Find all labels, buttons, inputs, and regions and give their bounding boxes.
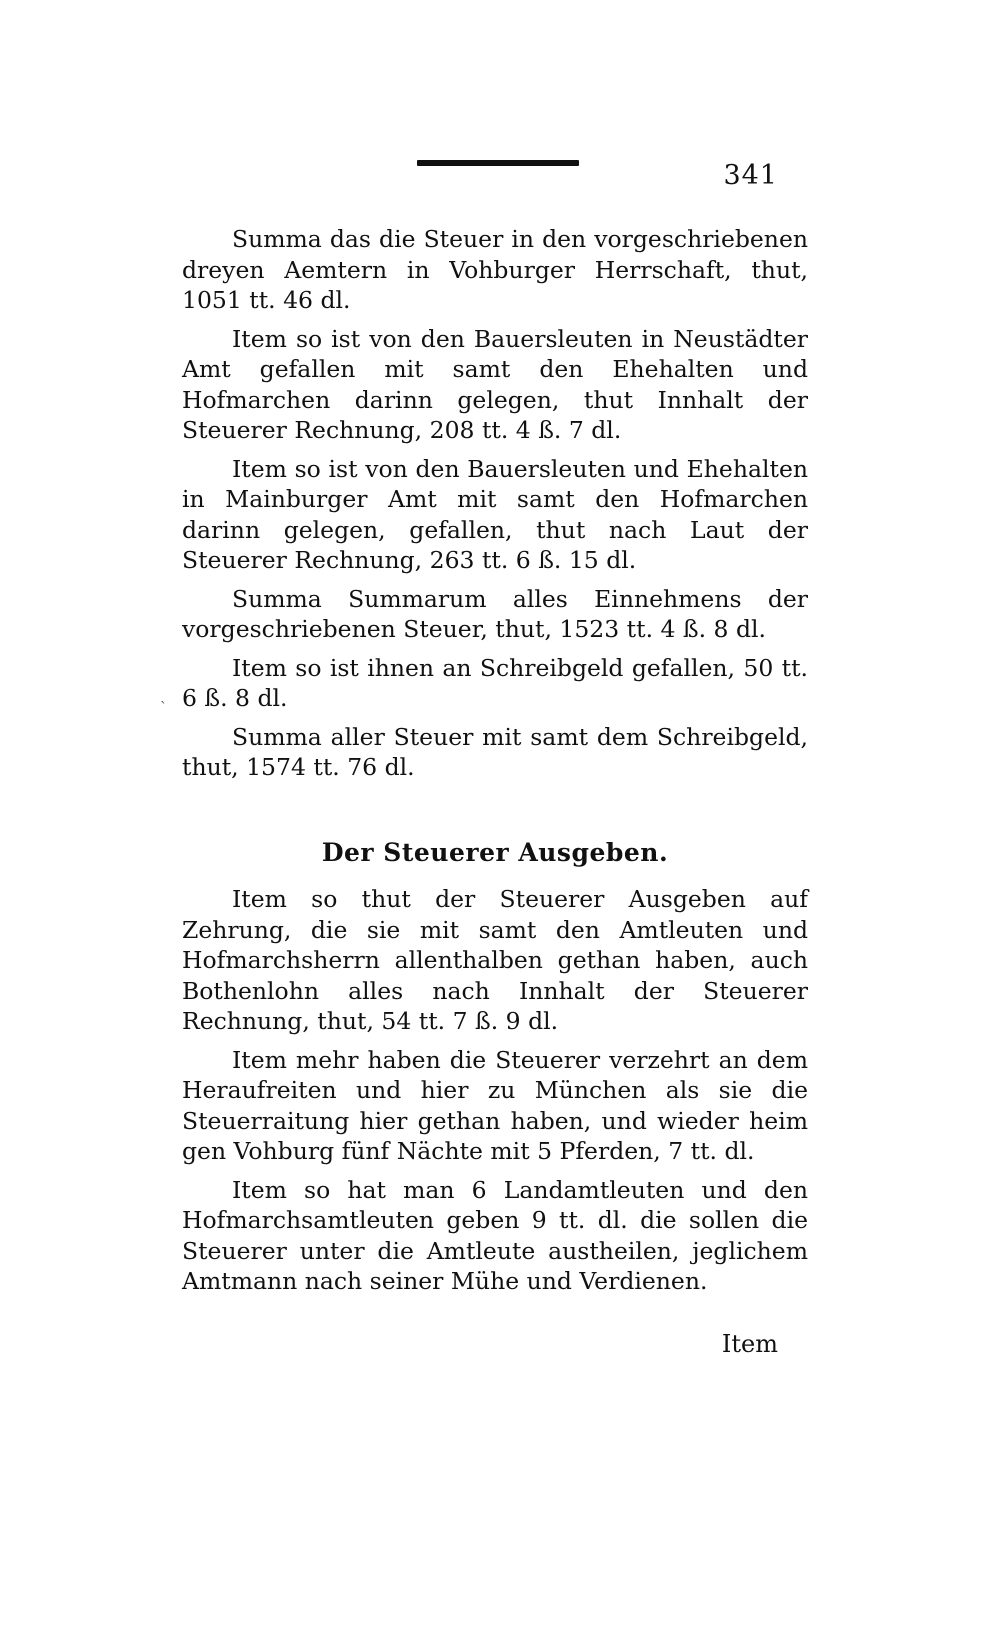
- paragraph-heraufreiten: Item mehr haben die Steuerer verzehrt an dem Heraufreiten und hier zu München als sie die Steuerraitung hier gethan haben, und wieder heim gen Vohburg fünf Nächte mit 5 Pferden, 7 tt. dl.: [182, 1045, 808, 1165]
- paragraph-summa-summarum: Summa Summarum alles Einnehmens der vorgeschriebenen Steuer, thut, 1523 tt. 4 ß. 8 dl.: [182, 584, 808, 643]
- expenses-section: [182, 884, 808, 1305]
- income-section: [182, 224, 808, 791]
- paragraph-mainburger-amt: Item so ist von den Bauersleuten und Ehehalten in Mainburger Amt mit samt den Hofmarchen darinn gelegen, gefallen, thut nach Laut der Steuerer Rechnung, 263 tt. 6 ß. 15 dl.: [182, 454, 808, 574]
- header-rule: [417, 160, 579, 166]
- page-number: 341: [723, 160, 778, 191]
- section-heading: Der Steuerer Ausgeben.: [321, 838, 669, 867]
- paragraph-zehrung: Item so thut der Steuerer Ausgeben auf Zehrung, die sie mit samt den Amtleuten und Hofmarchsherrn allenthalben gethan haben, auch Bothenlohn alles nach Innhalt der Steuerer Rechnung, thut, 54 tt. 7 ß. 9 dl.: [182, 885, 808, 1035]
- catchword: Item: [721, 1330, 778, 1358]
- paragraph-summa-aller-steuer: Summa aller Steuer mit samt dem Schreibgeld, thut, 1574 tt. 76 dl.: [182, 722, 808, 781]
- paragraph-landamtleuten: Item so hat man 6 Landamtleuten und den Hofmarchsamtleuten geben 9 tt. dl. die sollen die Steuerer unter die Amtleute austheilen, jeglichem Amtmann nach seiner Mühe und Verdienen.: [182, 1175, 808, 1295]
- paragraph-neustaedter-amt: Item so ist von den Bauersleuten in Neustädter Amt gefallen mit samt den Ehehalten und Hofmarchen darinn gelegen, thut Innhalt der Steuerer Rechnung, 208 tt. 4 ß. 7 dl.: [182, 324, 808, 444]
- stray-mark: `: [160, 700, 167, 716]
- paragraph-summa-vohburg: Summa das die Steuer in den vorgeschriebenen dreyen Aemtern in Vohburger Herrschaft, thut, 1051 tt. 46 dl.: [182, 225, 808, 314]
- paragraph-schreibgeld: Item so ist ihnen an Schreibgeld gefallen, 50 tt. 6 ß. 8 dl.: [182, 653, 808, 712]
